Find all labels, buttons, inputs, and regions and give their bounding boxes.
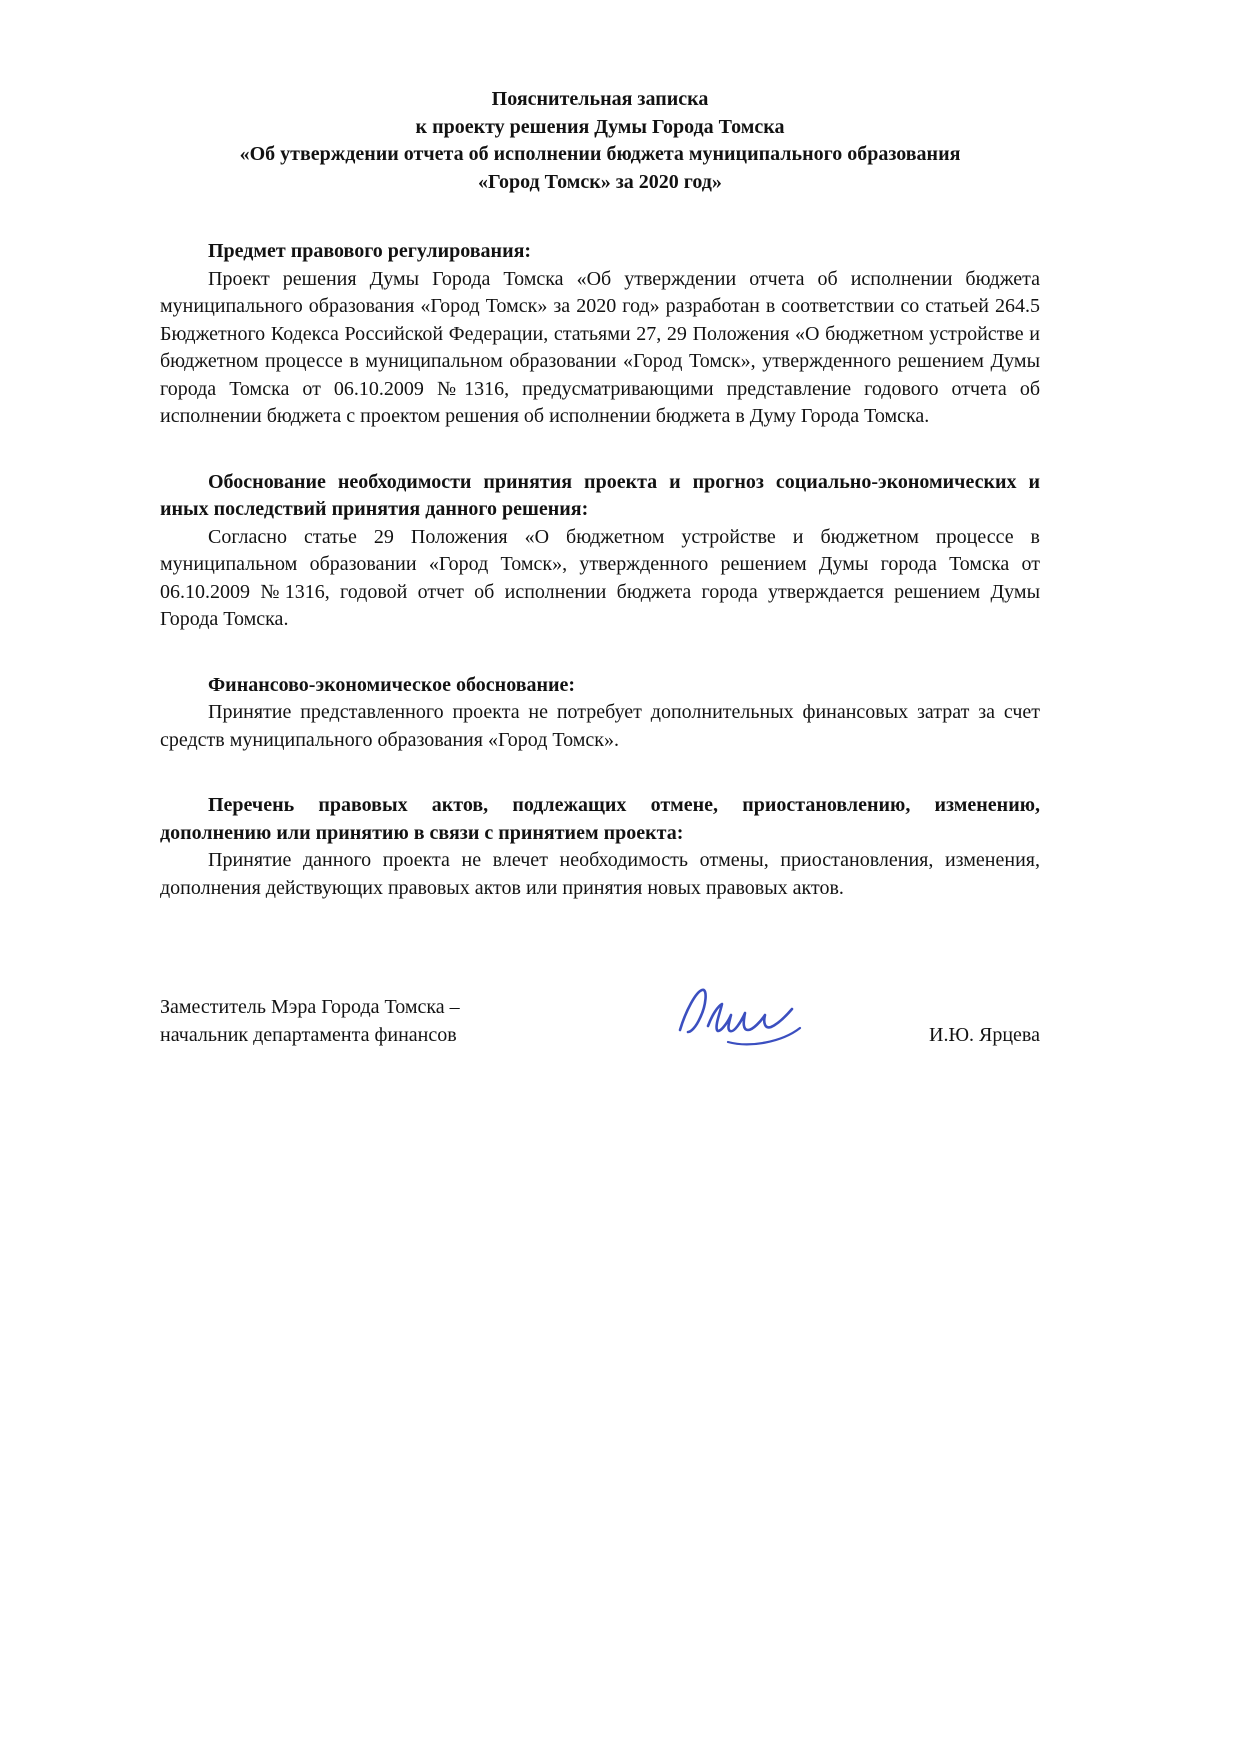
section-justification <box>160 469 1040 634</box>
section-paragraph: Принятие представленного проекта не потребует дополнительных финансовых затрат за счет средств муниципального образования «Город Томск». <box>160 701 1040 751</box>
section-heading: Предмет правового регулирования: <box>208 240 532 262</box>
section-paragraph: Принятие данного проекта не влечет необходимость отмены, приостановления, изменения, дополнения действующих правовых актов или принятия новых правовых актов. <box>160 849 1040 899</box>
signatory-name: И.Ю. Ярцева <box>929 1024 1040 1046</box>
signatory-position-line-1: Заместитель Мэра Города Томска – <box>160 996 460 1018</box>
document-title <box>160 86 1040 196</box>
title-line-1: Пояснительная записка <box>491 88 709 110</box>
section-heading: Перечень правовых актов, подлежащих отмене, приостановлению, изменению, дополнению или принятию в связи с принятием проекта: <box>160 794 1040 844</box>
section-paragraph: Проект решения Думы Города Томска «Об утверждении отчета об исполнении бюджета муниципального образования «Город Томск» за 2020 год» разработан в соответствии со статьей 264.5 Бюджетного Кодекса Российской Федерации, статьями 27, 29 Положения «О бюджетном устройстве и бюджетном процессе в муниципальном образовании «Город Томск», утвержденного решением Думы города Томска от 06.10.2009 №1316, предусматривающими представление годового отчета об исполнении бюджета с проектом решения об исполнении бюджета в Думу Города Томска. <box>160 267 1040 427</box>
section-paragraph: Согласно статье 29 Положения «О бюджетном устройстве и бюджетном процессе в муниципальном образовании «Город Томск», утвержденного решением Думы города Томска от 06.10.2009 №1316, годовой отчет об исполнении бюджета города утверждается решением Думы Города Томска. <box>160 525 1040 630</box>
section-legal-acts-list <box>160 792 1040 902</box>
signatory-position <box>160 994 580 1049</box>
title-line-2: к проекту решения Думы Города Томска <box>415 115 785 138</box>
title-line-3: «Об утверждении отчета об исполнении бюджета муниципального образования <box>239 143 961 165</box>
signature-ink <box>670 980 840 1054</box>
handwritten-signature <box>580 980 929 1054</box>
section-financial-justification <box>160 672 1040 755</box>
section-heading: Финансово-экономическое обоснование: <box>208 673 576 696</box>
section-subject-of-regulation <box>160 238 1040 431</box>
signatory-position-line-2: начальник департамента финансов <box>160 1023 457 1046</box>
section-heading: Обоснование необходимости принятия проекта и прогноз социально-экономических и иных последствий принятия данного решения: <box>160 470 1040 520</box>
title-line-4: «Город Томск» за 2020 год» <box>478 170 722 193</box>
signature-block <box>160 994 1040 1054</box>
